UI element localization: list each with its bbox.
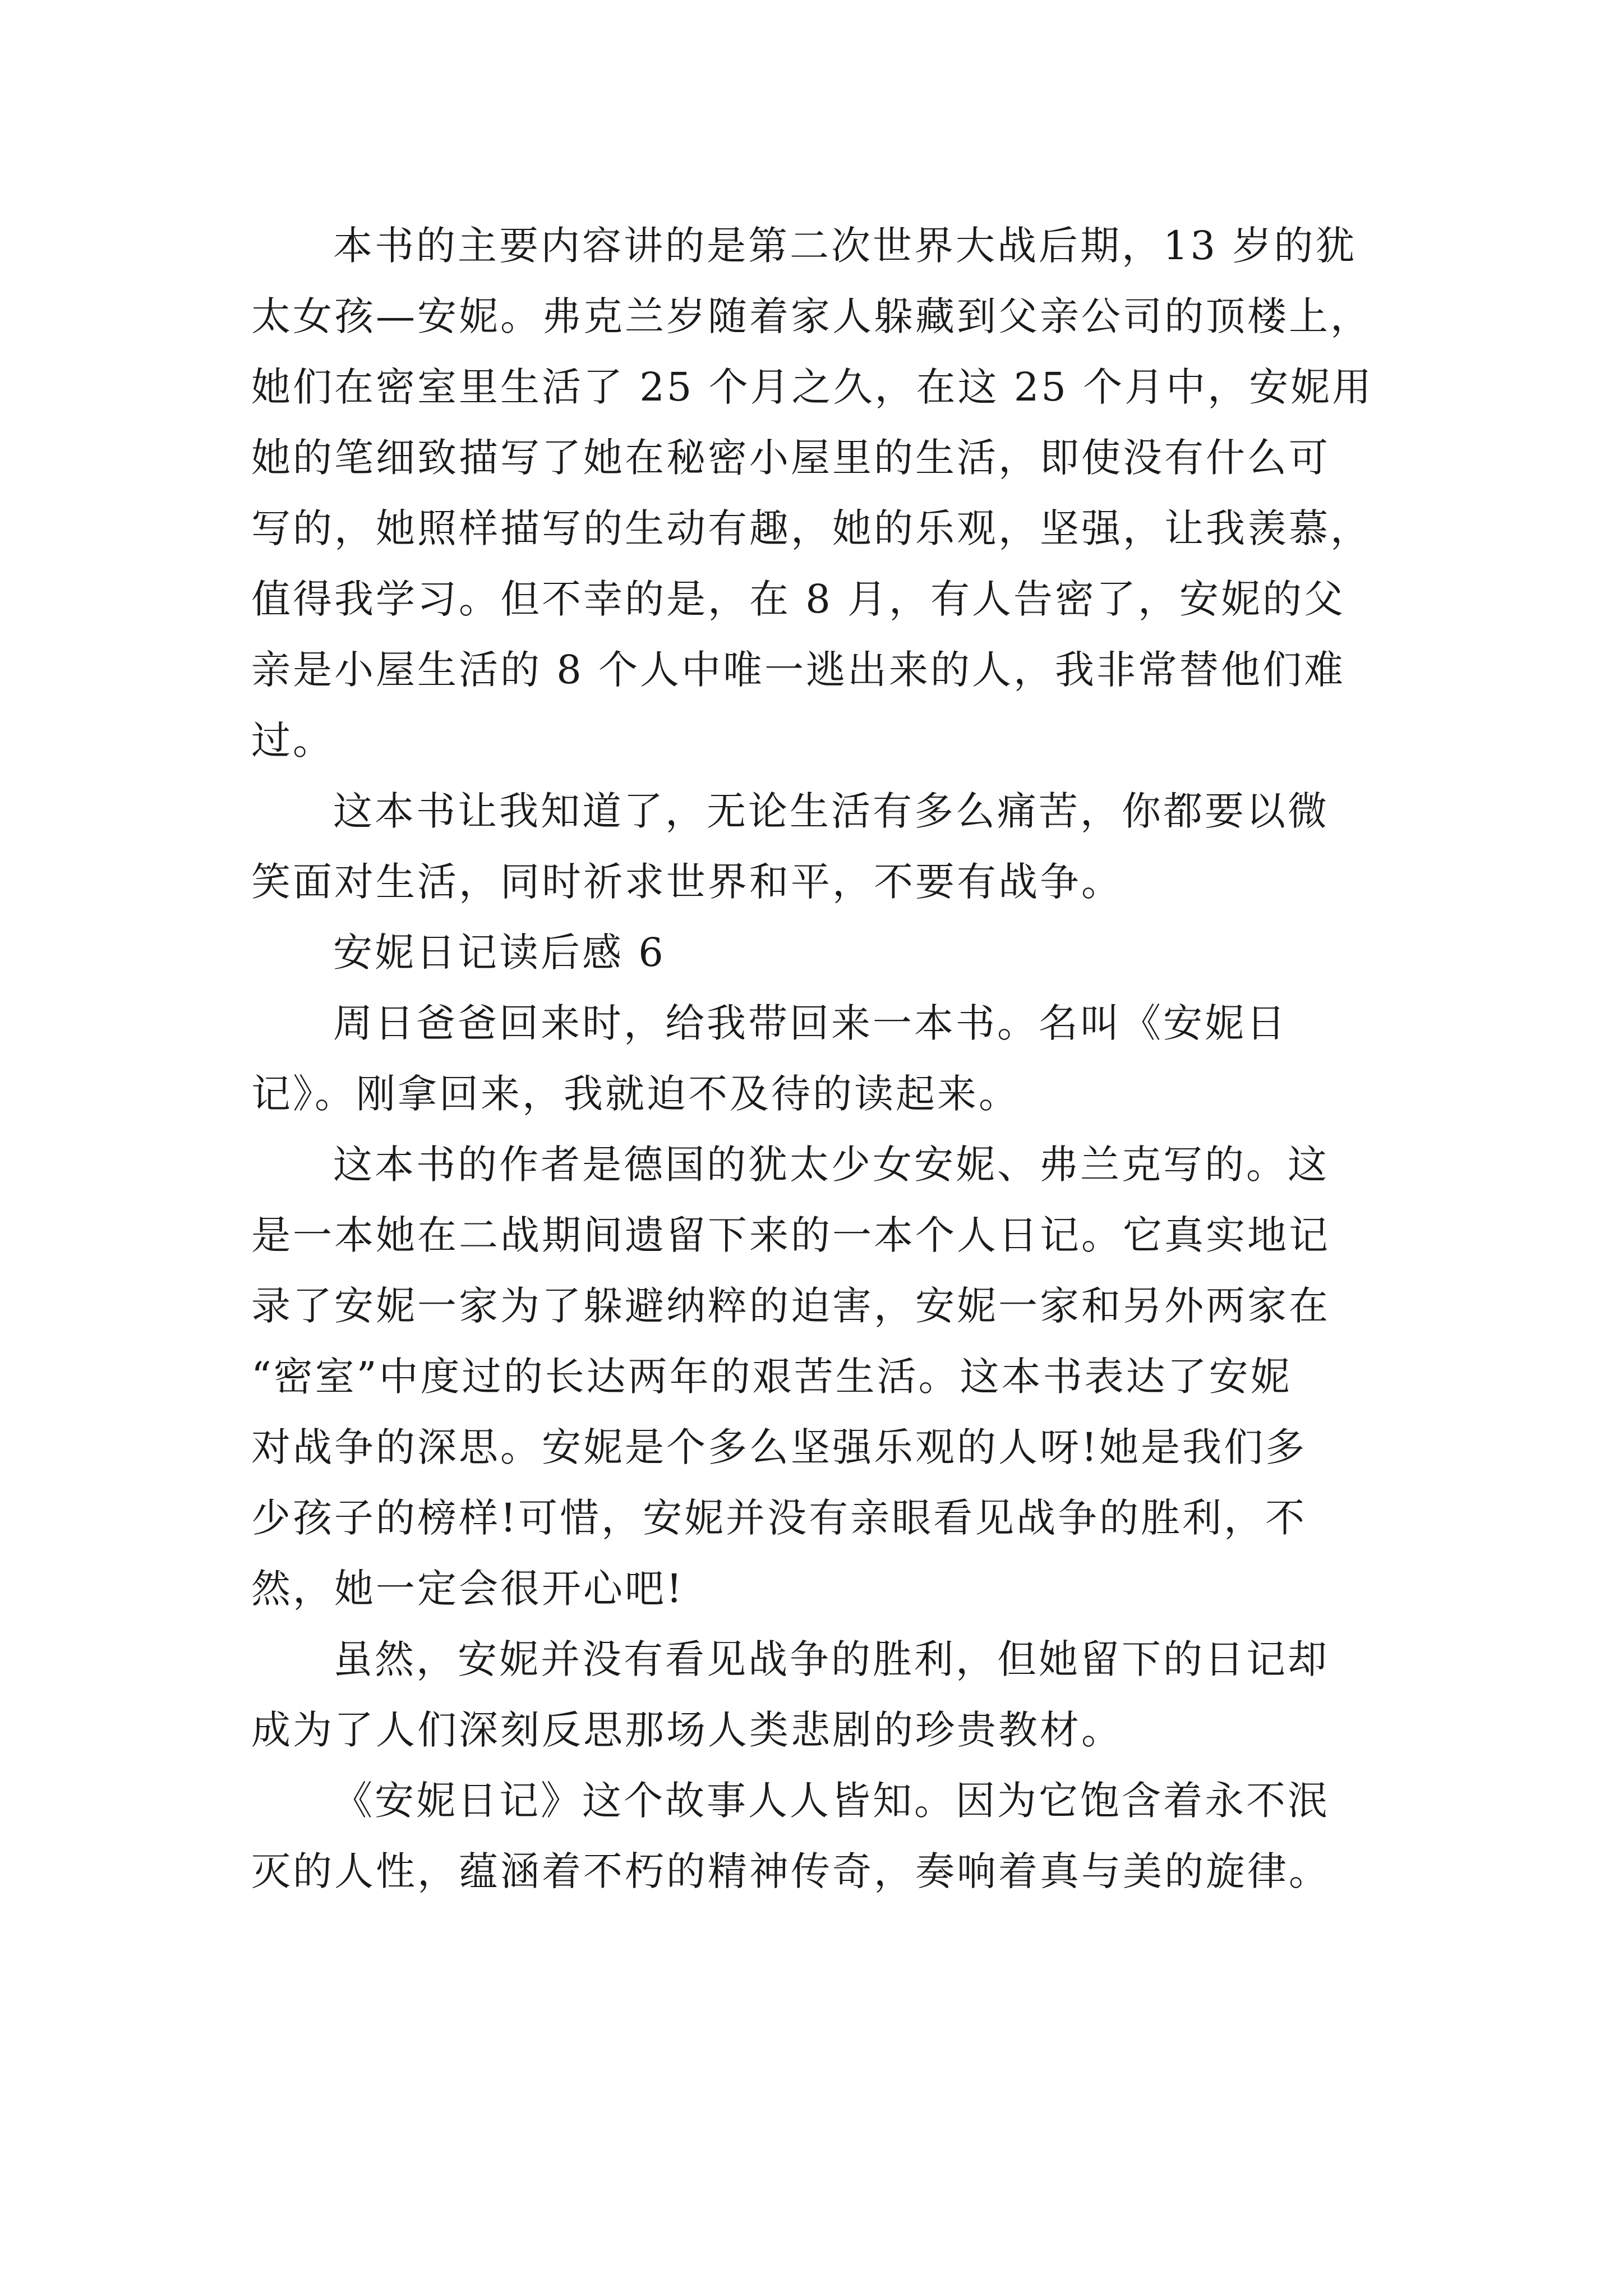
text-line: 然，她一定会很开心吧! — [251, 1566, 685, 1612]
paragraph-legacy — [251, 1624, 1395, 1765]
paragraph-intro — [251, 988, 1395, 1129]
text-line: 她的笔细致描写了她在秘密小屋里的生活，即使没有什么可 — [251, 435, 1330, 481]
paragraph-author — [251, 1129, 1395, 1624]
text-line: 虽然，安妮并没有看见战争的胜利，但她留下的日记却 — [333, 1636, 1329, 1682]
paragraph-conclusion — [251, 1765, 1395, 1907]
text-line: 她们在密室里生活了 25 个月之久，在这 25 个月中，安妮用 — [251, 364, 1374, 410]
text-line: 过。 — [251, 717, 334, 763]
text-line: 周日爸爸回来时，给我带回来一本书。名叫《安妮日 — [333, 1000, 1288, 1046]
section-heading — [251, 917, 1395, 988]
text-line: 本书的主要内容讲的是第二次世界大战后期，13 岁的犹 — [333, 223, 1357, 269]
text-line: 亲是小屋生活的 8 个人中唯一逃出来的人，我非常替他们难 — [251, 647, 1346, 693]
text-line: 《安妮日记》这个故事人人皆知。因为它饱含着永不泯 — [333, 1778, 1329, 1824]
text-line: 成为了人们深刻反思那场人类悲剧的珍贵教材。 — [251, 1707, 1123, 1753]
text-line: 对战争的深思。安妮是个多么坚强乐观的人呀!她是我们多 — [251, 1424, 1307, 1470]
text-line: 这本书的作者是德国的犹太少女安妮、弗兰克写的。这 — [333, 1142, 1329, 1188]
heading-text: 安妮日记读后感 6 — [333, 930, 666, 976]
text-line: 笑面对生活，同时祈求世界和平，不要有战争。 — [251, 859, 1123, 905]
paragraph-lesson — [251, 776, 1395, 917]
text-line: “密室”中度过的长达两年的艰苦生活。这本书表达了安妮 — [251, 1354, 1292, 1400]
text-line: 灭的人性，蕴涵着不朽的精神传奇，奏响着真与美的旋律。 — [251, 1848, 1330, 1894]
text-line: 太女孩—安妮。弗克兰岁随着家人躲藏到父亲公司的顶楼上， — [251, 293, 1372, 339]
text-line: 这本书让我知道了，无论生活有多么痛苦，你都要以微 — [333, 788, 1329, 834]
text-line: 值得我学习。但不幸的是，在 8 月，有人告密了，安妮的父 — [251, 576, 1346, 622]
text-line: 写的，她照样描写的生动有趣，她的乐观，坚强，让我羡慕， — [251, 505, 1372, 551]
text-line: 录了安妮一家为了躲避纳粹的迫害，安妮一家和另外两家在 — [251, 1283, 1330, 1329]
text-line: 记》。刚拿回来，我就迫不及待的读起来。 — [251, 1071, 1020, 1117]
text-line: 少孩子的榜样!可惜，安妮并没有亲眼看见战争的胜利，不 — [251, 1495, 1307, 1541]
paragraph-summary — [251, 210, 1395, 776]
text-line: 是一本她在二战期间遗留下来的一本个人日记。它真实地记 — [251, 1212, 1330, 1258]
document-body — [251, 210, 1395, 1907]
